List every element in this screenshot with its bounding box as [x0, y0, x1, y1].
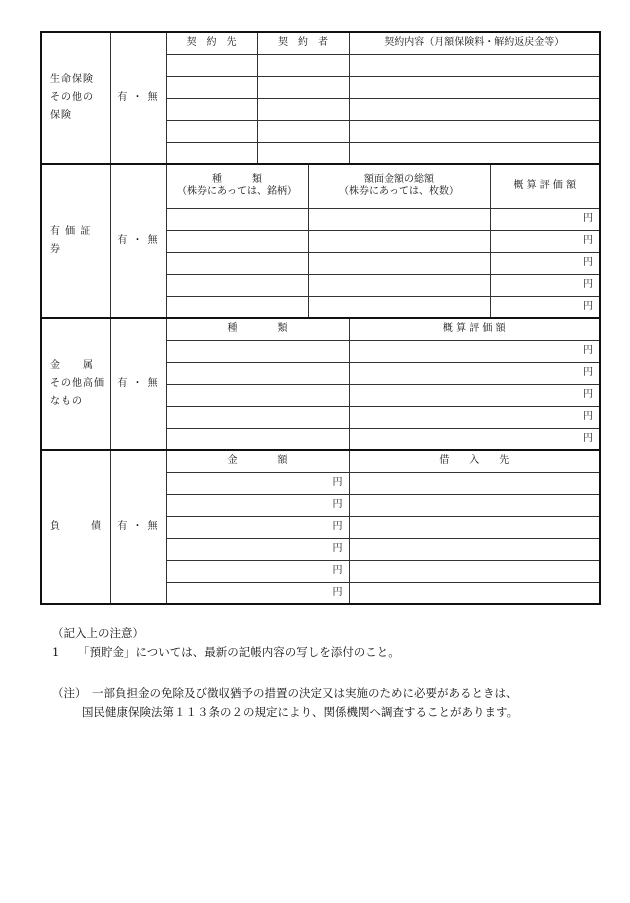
insurance-contractor-cell[interactable]: [166, 120, 257, 142]
metals-category-label: 金 属 その他高価 なもの: [41, 318, 110, 450]
securities-face-value-cell[interactable]: [308, 208, 490, 230]
remark-text-1: 一部負担金の免除及び徴収猶予の措置の決定又は実施のために必要があるときは、: [92, 686, 518, 700]
metals-type-header: 種 類: [166, 318, 349, 340]
securities-face-value-header: 額面金額の総額 （株券にあっては、枚数）: [308, 164, 490, 208]
securities-face-value-cell[interactable]: [308, 252, 490, 274]
remark-line-1: [52, 684, 612, 703]
insurance-header-row: [41, 32, 600, 54]
asset-declaration-table: [40, 31, 601, 605]
debts-lender-cell[interactable]: [349, 560, 600, 582]
debts-amount-cell[interactable]: 円: [166, 582, 349, 604]
securities-valuation-header: 概 算 評 価 額: [490, 164, 600, 208]
insurance-details-cell[interactable]: [349, 76, 600, 98]
debts-header-row: [41, 450, 600, 472]
insurance-policyholder-cell[interactable]: [257, 120, 349, 142]
insurance-details-cell[interactable]: [349, 98, 600, 120]
securities-type-cell[interactable]: [166, 252, 308, 274]
securities-type-cell[interactable]: [166, 230, 308, 252]
metals-valuation-cell[interactable]: 円: [349, 362, 600, 384]
insurance-contractor-cell[interactable]: [166, 142, 257, 164]
notes-heading: （記入上の注意）: [52, 626, 144, 640]
securities-type-cell[interactable]: [166, 274, 308, 296]
insurance-policyholder-cell[interactable]: [257, 54, 349, 76]
debts-lender-cell[interactable]: [349, 494, 600, 516]
securities-type-cell[interactable]: [166, 208, 308, 230]
notes-item-text: 「預貯金」については、最新の記帳内容の写しを添付のこと。: [78, 645, 400, 659]
securities-valuation-cell[interactable]: 円: [490, 274, 600, 296]
insurance-policyholder-cell[interactable]: [257, 142, 349, 164]
metals-type-cell[interactable]: [166, 384, 349, 406]
notes-section: [52, 624, 612, 722]
metals-type-cell[interactable]: [166, 362, 349, 384]
securities-valuation-cell[interactable]: 円: [490, 296, 600, 318]
insurance-contractor-header: 契 約 先: [166, 32, 257, 54]
debts-yes-no[interactable]: 有 ・ 無: [110, 450, 166, 604]
debts-amount-cell[interactable]: 円: [166, 472, 349, 494]
debts-lender-cell[interactable]: [349, 472, 600, 494]
insurance-contractor-cell[interactable]: [166, 76, 257, 98]
debts-amount-cell[interactable]: 円: [166, 538, 349, 560]
insurance-category-label: 生命保険 その他の 保険: [41, 32, 110, 164]
debts-amount-cell[interactable]: 円: [166, 494, 349, 516]
metals-yes-no[interactable]: 有 ・ 無: [110, 318, 166, 450]
metals-valuation-cell[interactable]: 円: [349, 406, 600, 428]
debts-lender-header: 借 入 先: [349, 450, 600, 472]
securities-category-label: 有 価 証 券: [41, 164, 110, 318]
metals-type-cell[interactable]: [166, 340, 349, 362]
metals-valuation-cell[interactable]: 円: [349, 340, 600, 362]
debts-lender-cell[interactable]: [349, 516, 600, 538]
debts-amount-cell[interactable]: 円: [166, 560, 349, 582]
notes-item-number: 1: [52, 645, 60, 659]
securities-yes-no[interactable]: 有 ・ 無: [110, 164, 166, 318]
securities-face-value-cell[interactable]: [308, 230, 490, 252]
debts-category-label: 負 債: [41, 450, 110, 604]
insurance-policyholder-cell[interactable]: [257, 76, 349, 98]
insurance-details-header: 契約内容（月額保険料・解約返戻金等）: [349, 32, 600, 54]
debts-lender-cell[interactable]: [349, 582, 600, 604]
metals-valuation-cell[interactable]: 円: [349, 428, 600, 450]
remark-label: （注）: [52, 686, 87, 700]
securities-face-value-cell[interactable]: [308, 296, 490, 318]
metals-valuation-cell[interactable]: 円: [349, 384, 600, 406]
insurance-details-cell[interactable]: [349, 54, 600, 76]
insurance-contractor-cell[interactable]: [166, 54, 257, 76]
metals-header-row: [41, 318, 600, 340]
securities-valuation-cell[interactable]: 円: [490, 252, 600, 274]
insurance-contractor-cell[interactable]: [166, 98, 257, 120]
securities-valuation-cell[interactable]: 円: [490, 230, 600, 252]
securities-type-cell[interactable]: [166, 296, 308, 318]
debts-lender-cell[interactable]: [349, 538, 600, 560]
securities-type-header: 種 類 （株券にあっては、銘柄）: [166, 164, 308, 208]
insurance-yes-no[interactable]: 有 ・ 無: [110, 32, 166, 164]
debts-amount-cell[interactable]: 円: [166, 516, 349, 538]
securities-face-value-cell[interactable]: [308, 274, 490, 296]
securities-valuation-cell[interactable]: 円: [490, 208, 600, 230]
metals-valuation-header: 概 算 評 価 額: [349, 318, 600, 340]
remark-text-2: 国民健康保険法第１１３条の２の規定により、関係機関へ調査することがあります。: [82, 705, 519, 719]
notes-item-1: [52, 643, 612, 662]
insurance-policyholder-cell[interactable]: [257, 98, 349, 120]
securities-header-row: [41, 164, 600, 208]
insurance-details-cell[interactable]: [349, 142, 600, 164]
debts-amount-header: 金 額: [166, 450, 349, 472]
insurance-details-cell[interactable]: [349, 120, 600, 142]
metals-type-cell[interactable]: [166, 406, 349, 428]
metals-type-cell[interactable]: [166, 428, 349, 450]
insurance-policyholder-header: 契 約 者: [257, 32, 349, 54]
